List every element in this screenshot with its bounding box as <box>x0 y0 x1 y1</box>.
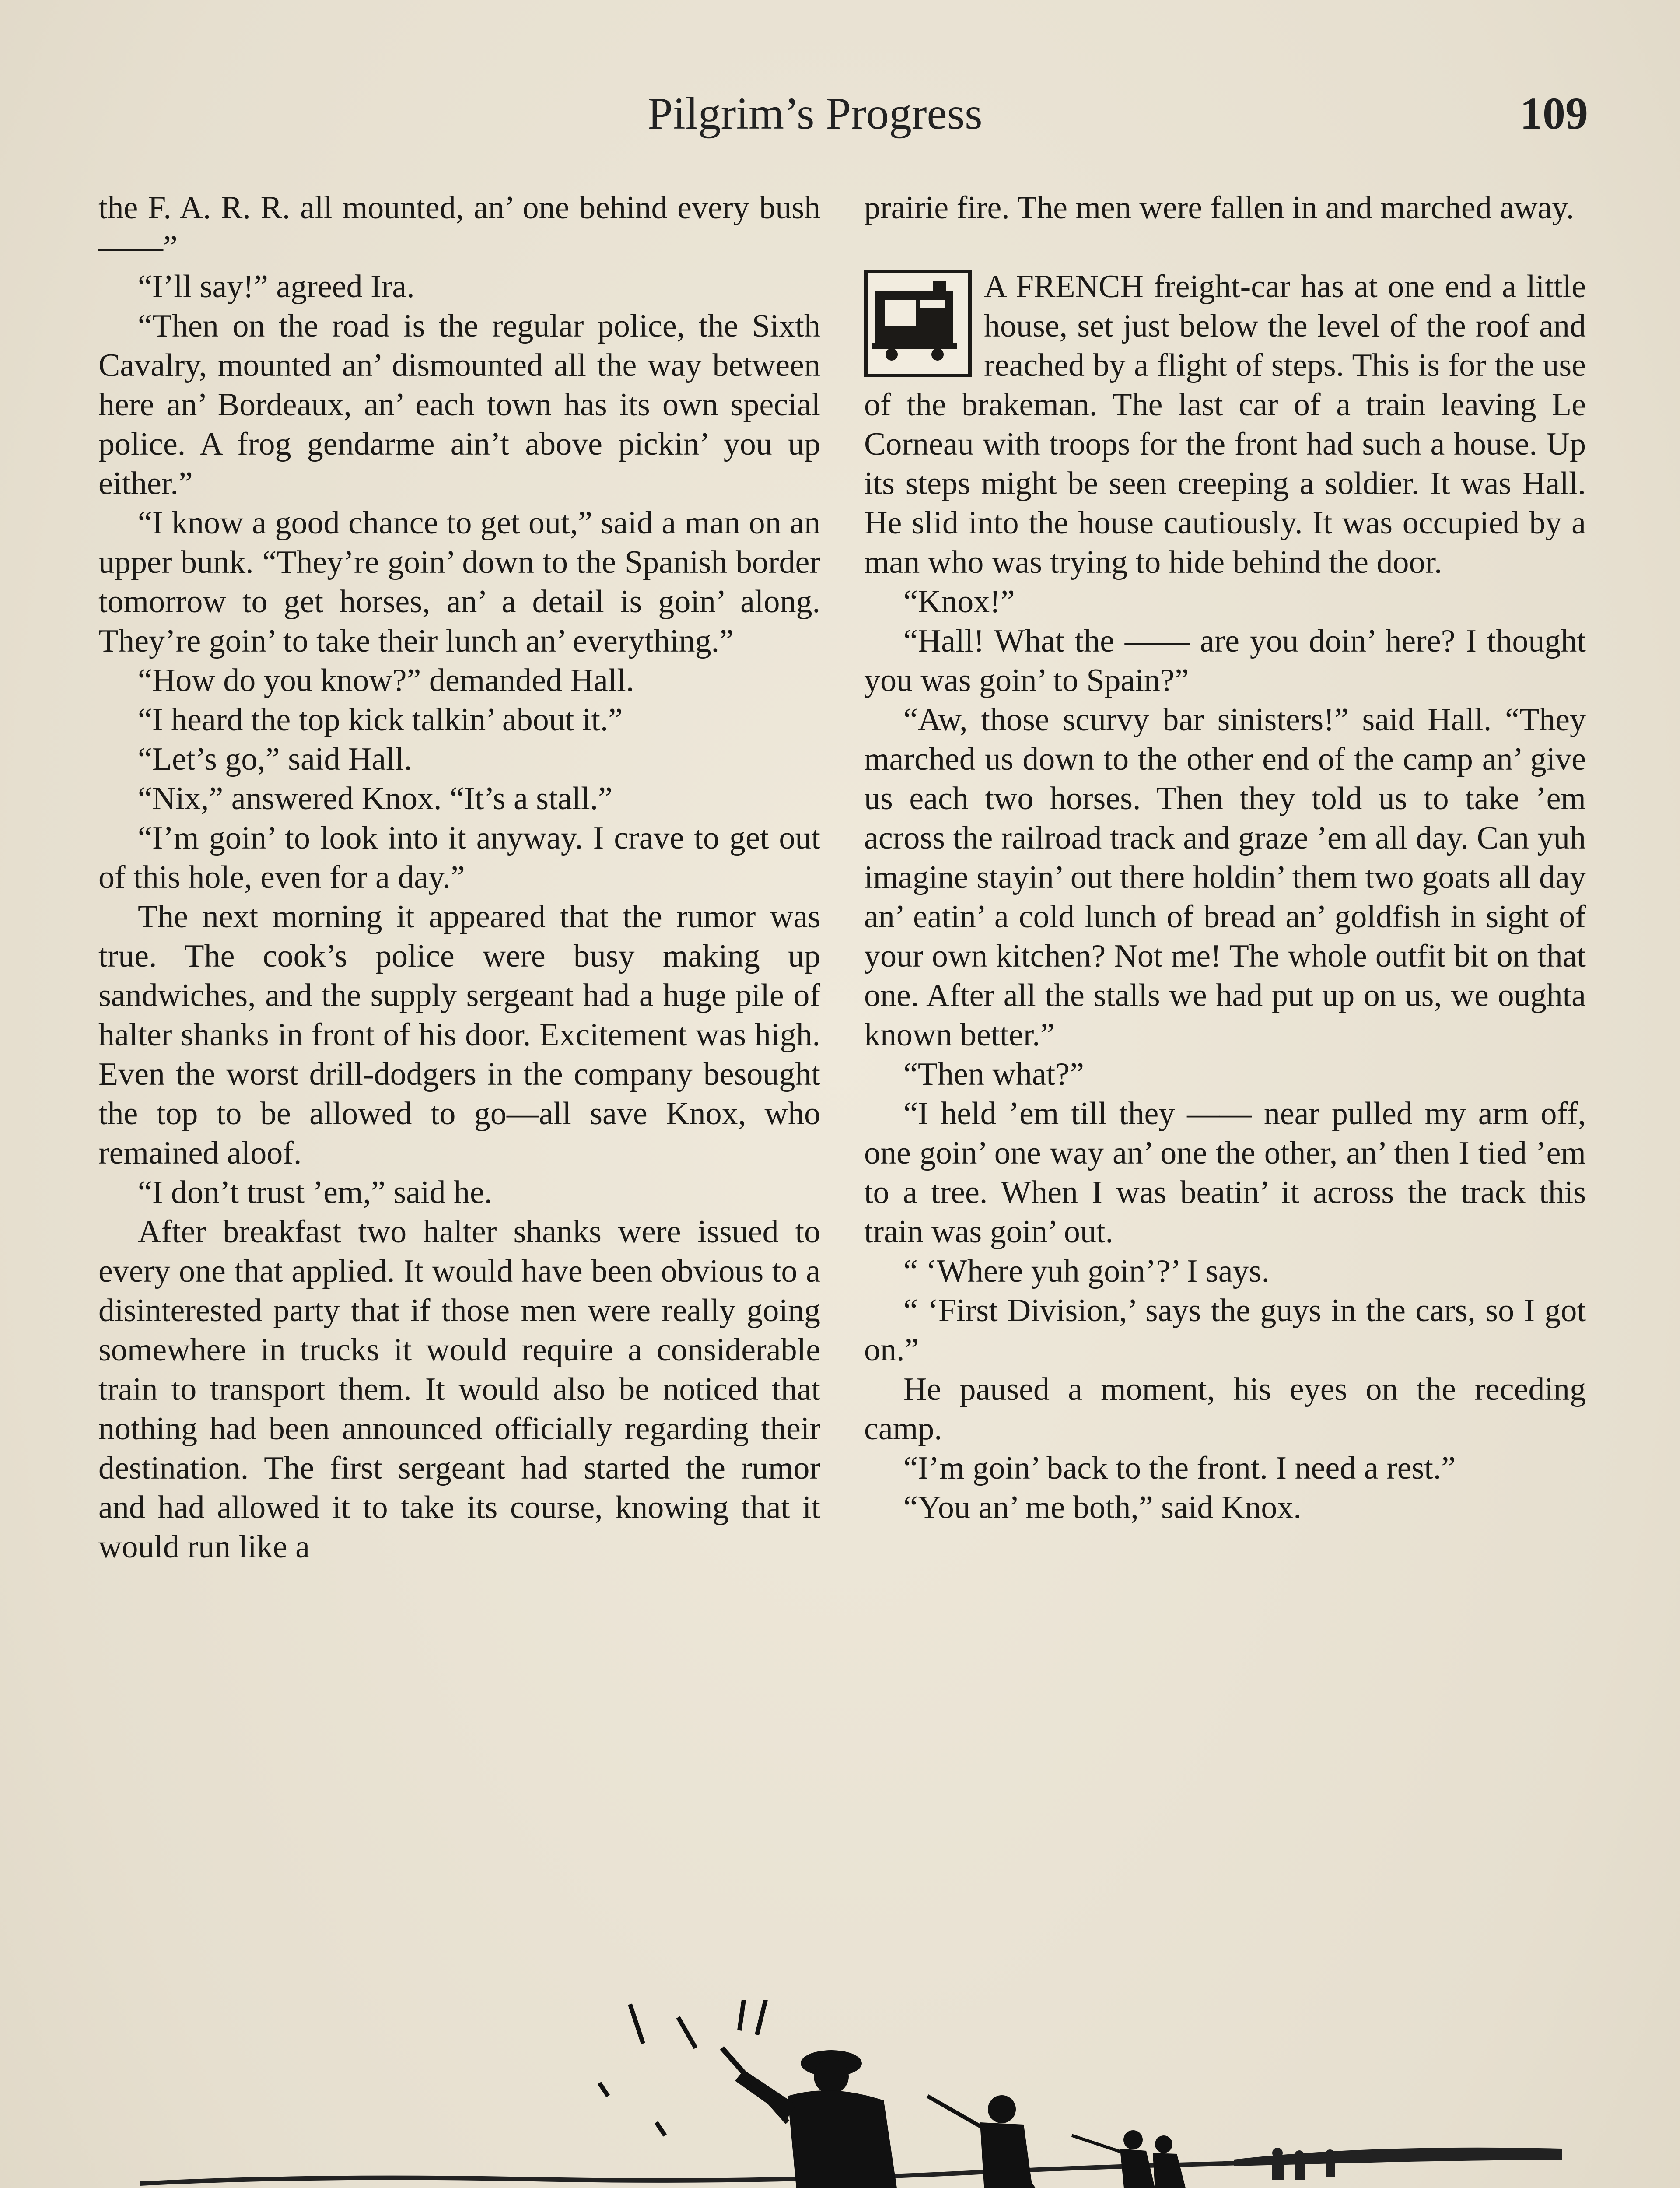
paragraph: “ ‘Where yuh goin’?’ I says. <box>903 1253 1270 1289</box>
battlefield-soldiers-illustration <box>140 2000 1562 2188</box>
paragraph: The next morning it appeared that the rumor was true. The cook’s police were busy making up sandwiches, and the supply sergeant had a huge pile of halter shanks in front of his door. Excitement was high. Even the worst drill-dodgers in the company besought the top to be allowed to go—all save Knox, who remained aloof. <box>98 899 820 1171</box>
paragraph: “Aw, those scurvy bar sinisters!” said Hall. “They marched us down to the other end of the camp an’ give us each two horses. Then they told us to take ’em across the railroad track and graze ’em all day. Can yuh imagine stayin’ out there holdin’ them two goats all day an’ eatin’ a cold lunch of bread an’ goldfish in sight of your own kitchen? Not me! The whole outfit bit on that one. After all the stalls we had put up on us, we oughta known better.” <box>864 702 1586 1053</box>
paragraph: “Knox!” <box>903 584 1015 620</box>
freight-car-dropcap-icon <box>864 270 972 377</box>
paragraph: “You an’ me both,” said Knox. <box>903 1490 1302 1525</box>
right-text-column <box>864 188 1586 1527</box>
section-break <box>864 228 1586 267</box>
right-column-dialogue <box>864 582 1586 1527</box>
paragraph: “Let’s go,” said Hall. <box>138 741 412 777</box>
paragraph: “I’m goin’ back to the front. I need a rest.” <box>903 1450 1456 1486</box>
paragraph: “I held ’em till they —— near pulled my arm off, one goin’ one way an’ one the other, an’ then I tied ’em to a tree. When I was beatin’ it across the track this train was goin’ out. <box>864 1096 1586 1250</box>
dropcap-paragraph <box>864 267 1586 582</box>
paragraph: “I heard the top kick talkin’ about it.” <box>138 702 623 738</box>
paragraph: prairie fire. The men were fallen in and marched away. <box>864 190 1575 226</box>
paragraph: “Then on the road is the regular police, the Sixth Cavalry, mounted an’ dismounted all the way between here an’ Bordeaux, an’ each town has its own special police. A frog gendarme ain’t above pickin’ you up either.” <box>98 308 820 501</box>
page-number: 109 <box>1520 88 1588 139</box>
paragraph: “I know a good chance to get out,” said a man on an upper bunk. “They’re goin’ down to the Spanish border tomorrow to get horses, an’ a detail is goin’ along. They’re goin’ to take their lunch an’ everything.” <box>98 505 820 659</box>
paragraph: “How do you know?” demanded Hall. <box>138 663 634 698</box>
paragraph: “Then what?” <box>903 1056 1084 1092</box>
paragraph: A FRENCH freight-car has at one end a little house, set just below the level of the roof and reached by a flight of steps. This is for the use of the brakeman. The last car of a train leaving Le Corneau with troops for the front had such a house. Up its steps might be seen creeping a soldier. It was Hall. He slid into the house cautiously. It was occupied by a man who was trying to hide behind the door. <box>864 269 1586 580</box>
paragraph: the F. A. R. R. all mounted, an’ one behind every bush——” <box>98 190 820 265</box>
paragraph: “Hall! What the —— are you doin’ here? I thought you was goin’ to Spain?” <box>864 623 1586 698</box>
paragraph: “I’ll say!” agreed Ira. <box>138 269 415 305</box>
paragraph: “I’m goin’ to look into it anyway. I crave to get out of this hole, even for a day.” <box>98 820 820 895</box>
paragraph: “Nix,” answered Knox. “It’s a stall.” <box>138 781 612 817</box>
left-text-column <box>98 188 820 1567</box>
paragraph: “ ‘First Division,’ says the guys in the cars, so I got on.” <box>864 1293 1586 1368</box>
page-title: Pilgrim’s Progress <box>648 88 983 139</box>
paragraph: After breakfast two halter shanks were issued to every one that applied. It would have been obvious to a disinterested party that if those men were really going somewhere in trucks it would require a considerable train to transport them. It would also be noticed that nothing had been announced officially regarding their destination. The first sergeant had started the rumor and had allowed it to take its course, knowing that it would run like a <box>98 1214 820 1565</box>
paragraph: “I don’t trust ’em,” said he. <box>138 1175 493 1210</box>
paragraph: He paused a moment, his eyes on the receding camp. <box>864 1371 1586 1447</box>
